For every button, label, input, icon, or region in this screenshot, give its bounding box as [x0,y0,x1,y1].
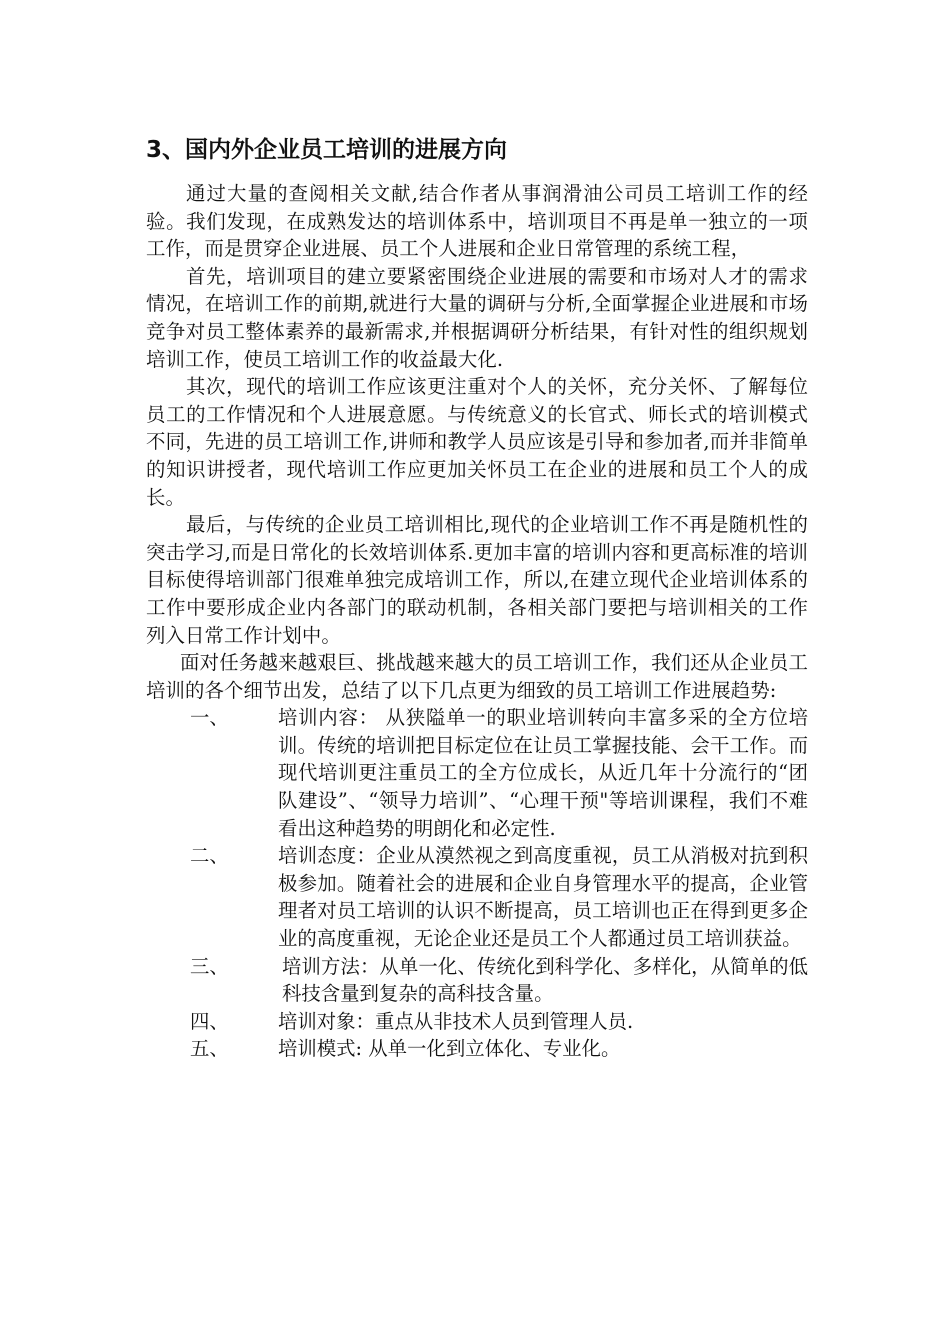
trend-item [146,842,808,952]
trend-number: 一、 [190,706,229,730]
trend-number: 三、 [190,954,229,978]
trend-number: 五、 [190,1037,229,1061]
trend-number: 四、 [190,1009,229,1033]
paragraph-intro: 通过大量的查阅相关文献,结合作者从事润滑油公司员工培训工作的经验。我们发现，在成熟发达的培训体系中，培训项目不再是单一独立的一项工作，而是贯穿企业进展、员工个人进展和企业日常管理的系统工程， [146,182,808,261]
paragraph-second: 其次，现代的培训工作应该更注重对个人的关怀，充分关怀、了解每位员工的工作情况和个人进展意愿。与传统意义的长官式、师长式的培训模式不同，先进的员工培训工作,讲师和教学人员应该是引导和参加者,而并非简单的知识讲授者，现代培训工作应更加关怀员工在企业的进展和员工个人的成长。 [146,375,808,509]
trend-number: 二、 [190,844,229,868]
trend-list [146,704,808,1063]
trend-item [146,704,808,842]
trend-text: 培训内容： 从狭隘单一的职业培训转向丰富多采的全方位培训。传统的培训把目标定位在让员工掌握技能、会干工作。而现代培训更注重员工的全方位成长，从近几年十分流行的“团队建设”、“领导力培训”、“心理干预"等培训课程，我们不难看出这种趋势的明朗化和必定性. [278,706,808,840]
paragraph-first: 首先，培训项目的建立要紧密围绕企业进展的需要和市场对人才的需求情况，在培训工作的前期,就进行大量的调研与分析,全面掌握企业进展和市场竞争对员工整体素养的最新需求,并根据调研分析结果，有针对性的组织规划培训工作，使员工培训工作的收益最大化. [146,264,808,371]
paragraph-trends-intro: 面对任务越来越艰巨、挑战越来越大的员工培训工作，我们还从企业员工培训的各个细节出发，总结了以下几点更为细致的员工培训工作进展趋势: [146,651,808,702]
trend-text: 培训对象：重点从非技术人员到管理人员. [278,1009,634,1033]
trend-text: 培训态度：企业从漠然视之到高度重视，员工从消极对抗到积极参加。随着社会的进展和企业自身管理水平的提高，企业管理者对员工培训的认识不断提高，员工培训也正在得到更多企业的高度重视，无论企业还是员工个人都通过员工培训获益。 [278,844,808,951]
document-body [146,180,808,1063]
trend-text: 培训方法：从单一化、传统化到科学化、多样化，从简单的低科技含量到复杂的高科技含量。 [282,954,808,1006]
trend-text: 培训模式: 从单一化到立体化、专业化。 [278,1037,621,1061]
trend-item [146,953,808,1008]
section-heading: 3、国内外企业员工培训的进展方向 [146,137,508,163]
trend-item [146,1035,808,1063]
paragraph-last: 最后，与传统的企业员工培训相比,现代的企业培训工作不再是随机性的突击学习,而是日常化的长效培训体系.更加丰富的培训内容和更高标准的培训目标使得培训部门很难单独完成培训工作，所以,在建立现代企业培训体系的工作中要形成企业内各部门的联动机制，各相关部门要把与培训相关的工作列入日常工作计划中。 [146,513,808,647]
trend-item [146,1008,808,1036]
